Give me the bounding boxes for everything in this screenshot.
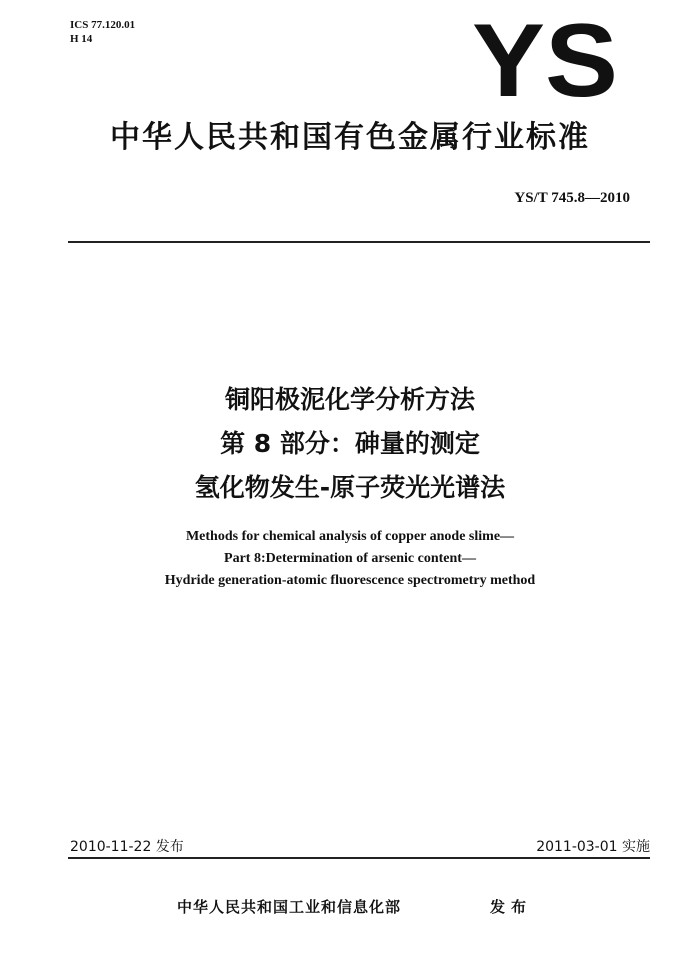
english-title-line-1: Methods for chemical analysis of copper anode slime— bbox=[185, 529, 515, 544]
english-title bbox=[0, 526, 700, 592]
ys-logo bbox=[470, 10, 620, 105]
chinese-title-line-1: 铜阳极泥化学分析方法 bbox=[224, 385, 475, 414]
chinese-title-line-3: 氢化物发生-原子荧光光谱法 bbox=[194, 473, 506, 502]
top-divider bbox=[68, 241, 650, 243]
classification-codes bbox=[70, 18, 135, 46]
issue-date: 2010-11-22 发布 bbox=[70, 839, 184, 855]
english-title-line-3: Hydride generation-atomic fluorescence spectrometry method bbox=[164, 573, 536, 588]
chinese-title-line-2: 第 8 部分：砷量的测定 bbox=[220, 429, 480, 458]
chinese-title bbox=[0, 378, 700, 510]
english-title-line-2: Part 8:Determination of arsenic content— bbox=[224, 551, 476, 566]
ys-logo-text: YS bbox=[472, 10, 618, 105]
standard-number: YS/T 745.8—2010 bbox=[514, 190, 630, 206]
ccs-code: H 14 bbox=[70, 33, 93, 45]
issue-label: 发布 bbox=[490, 898, 533, 916]
industry-standard-title: 中华人民共和国有色金属行业标准 bbox=[110, 120, 590, 155]
bottom-divider bbox=[68, 857, 650, 859]
ics-code: ICS 77.120.01 bbox=[70, 19, 136, 31]
issuing-body: 中华人民共和国工业和信息化部 bbox=[177, 898, 402, 916]
implementation-date: 2011-03-01 实施 bbox=[536, 839, 650, 855]
